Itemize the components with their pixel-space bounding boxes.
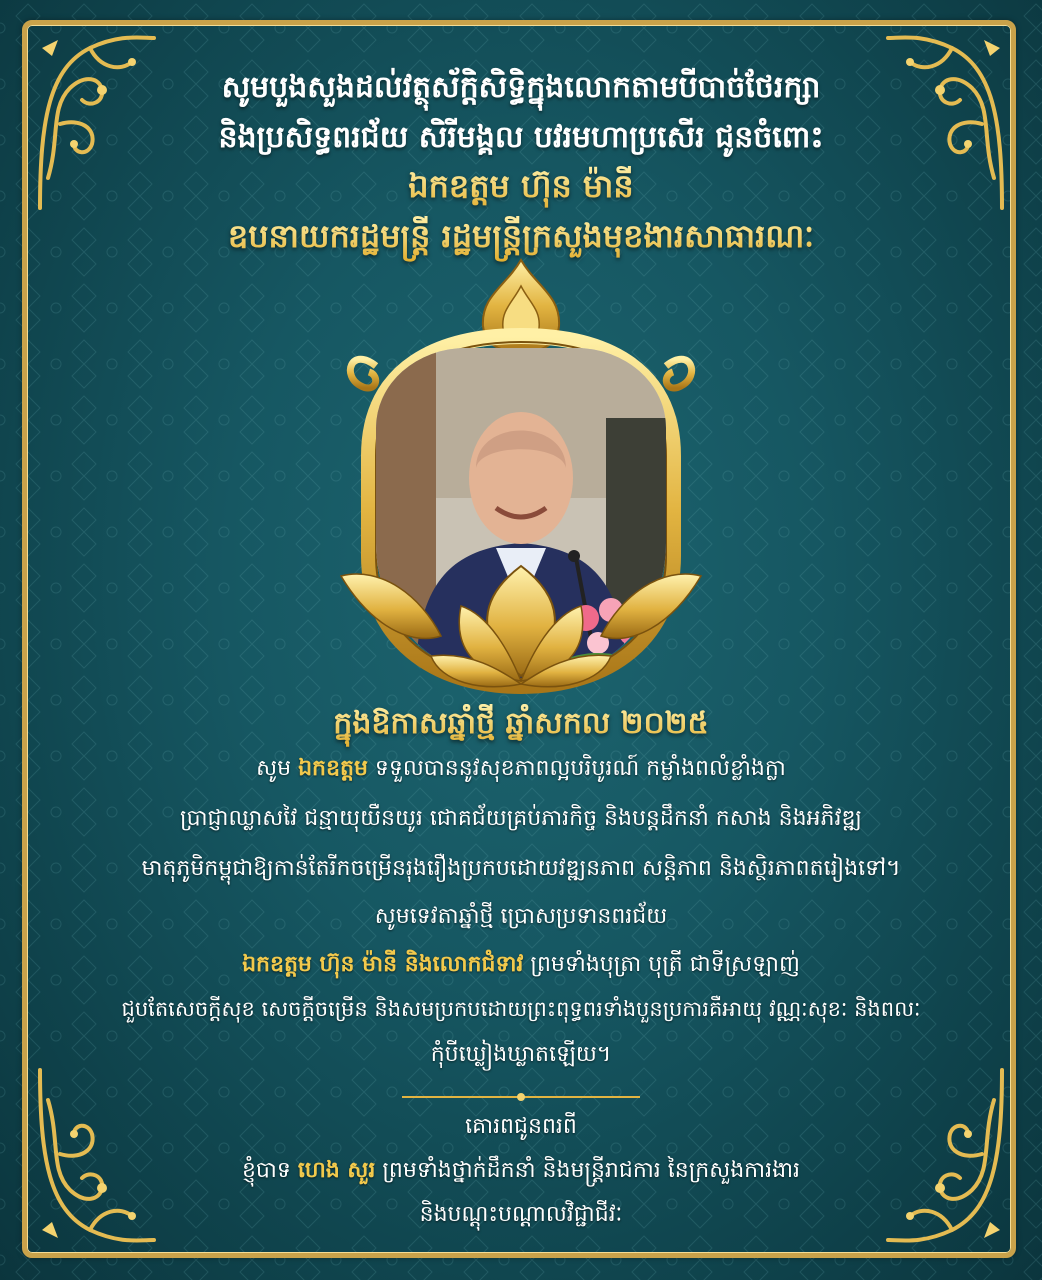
signature-prefix: ខ្ញុំបាទ [241, 1158, 291, 1183]
wish-line-7: កុំបីឃ្លៀងឃ្លាតឡើយ។ [430, 1042, 612, 1067]
honoree-name: ឯកឧត្តម ហ៊ុន ម៉ានី [0, 166, 1042, 213]
gold-divider-icon [402, 1092, 640, 1102]
signature-line-2: និងបណ្តុះបណ្តាលវិជ្ជាជីវៈ [419, 1202, 623, 1227]
honoree-title: ឧបនាយករដ្ឋមន្ត្រី រដ្ឋមន្ត្រីក្រសួងមុខងារសាធារណៈ [0, 216, 1042, 263]
wish-line-5-text: ព្រមទាំងបុត្រា បុត្រី ជាទីស្រឡាញ់ [530, 952, 800, 977]
header-line-2: និងប្រសិទ្ធពរជ័យ សិរីមង្គល បវរមហាប្រសើរ ជូនចំពោះ [218, 120, 824, 155]
portrait-frame [321, 256, 721, 696]
signature-line-1-text: ព្រមទាំងថ្នាក់ដឹកនាំ និងមន្ត្រីរាជការ នៃក្រសួងការងារ [382, 1158, 801, 1183]
wish-honorific: ឯកឧត្តម [298, 756, 368, 781]
wish-line-2: ប្រាជ្ញាឈ្លាសវៃ ជន្មាយុយឺនយូរ ជោគជ័យគ្រប់ភារកិច្ច និងបន្តដឹកនាំ កសាង និងអភិវឌ្ឍ [180, 806, 862, 831]
header-line-1: សូមបួងសួងដល់វត្ថុស័ក្តិសិទ្ធិក្នុងលោកតាមបីបាច់ថែរក្សា [221, 70, 821, 105]
wish-line-3: មាតុភូមិកម្ពុជាឱ្យកាន់តែរីកចម្រើនរុងរឿងប្រកបដោយវឌ្ឍនភាព សន្តិភាព និងស្ថិរភាពតរៀងទៅ។ [141, 856, 901, 881]
signature-name: ហេង សួរ [297, 1158, 376, 1183]
wish-line-6: ជួបតែសេចក្តីសុខ សេចក្តីចម្រើន និងសមប្រកបដោយព្រះពុទ្ធពរទាំងបួនប្រការគឺអាយុ វណ្ណៈសុខៈ និងពលៈ [121, 997, 921, 1021]
wish-prefix: សូម [256, 756, 292, 781]
wish-line-4: សូមទេវតាឆ្នាំថ្មី ប្រោសប្រទានពរជ័យ [374, 904, 668, 929]
wish-line-1-text: ទទួលបាននូវសុខភាពល្អបរិបូរណ៍ កម្លាំងពលំខ្លាំងក្លា [374, 756, 786, 781]
signature-line-1 [0, 1156, 1042, 1188]
wish-line-1 [0, 754, 1042, 786]
wish-couple-name: ឯកឧត្តម ហ៊ុន ម៉ានី និងលោកជំទាវ [242, 952, 524, 977]
lotus-ornament-icon [321, 556, 721, 696]
wish-line-5 [0, 950, 1042, 982]
occasion-title: ក្នុងឱកាសឆ្នាំថ្មី ឆ្នាំសកល ២០២៥ [0, 704, 1042, 748]
respect-label: គោរពជូនពរពី [465, 1114, 577, 1139]
